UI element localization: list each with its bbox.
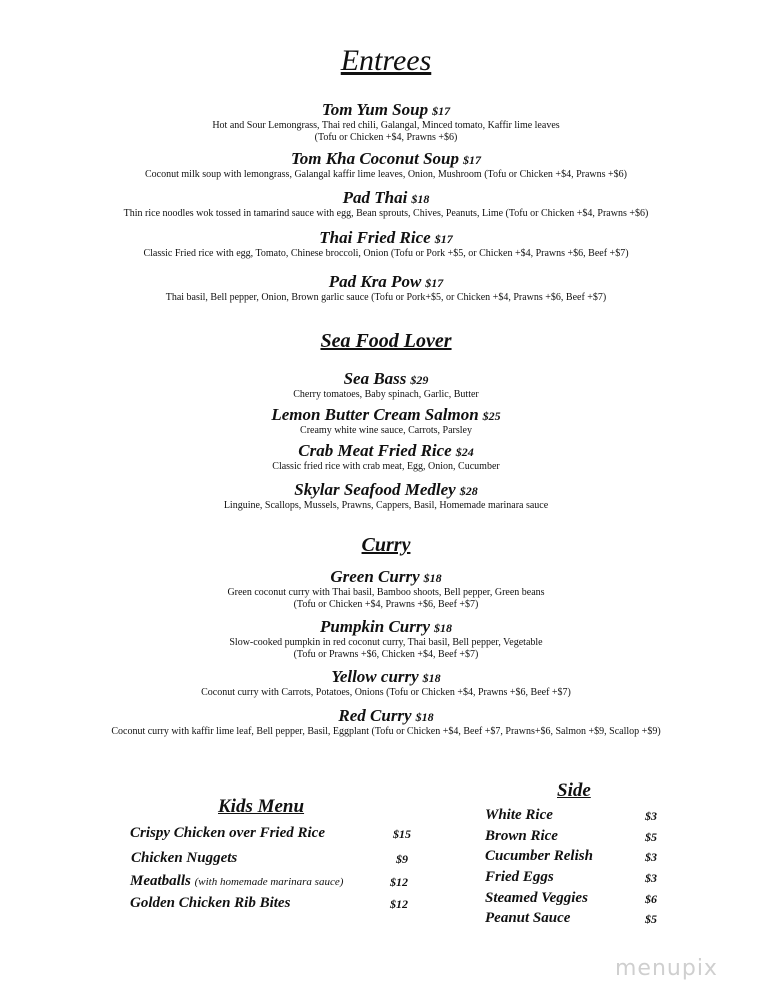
item-addons: (Tofu or Prawns +$6, Chicken +$4, Beef +$7) <box>293 649 479 660</box>
item-price: $18 <box>415 710 434 724</box>
item-name: Pumpkin Curry <box>319 617 431 636</box>
menu-item <box>0 188 772 220</box>
item-description: Classic Fried rice with egg, Tomato, Chinese broccoli, Onion (Tofu or Pork +$5, or Chicken +$4, Prawns +$6, Beef +$7) <box>143 248 629 259</box>
kids-item-price: $9 <box>396 852 408 866</box>
side-item-price: $3 <box>645 871 657 885</box>
menu-item <box>0 706 772 738</box>
item-description: Linguine, Scallops, Mussels, Prawns, Cappers, Basil, Homemade marinara sauce <box>223 500 549 511</box>
side-item-price: $5 <box>645 912 657 926</box>
menu-item <box>0 405 772 437</box>
side-item-name: Peanut Sauce <box>485 910 571 926</box>
menu-item <box>0 617 772 661</box>
item-price: $18 <box>423 571 442 585</box>
item-price: $17 <box>434 232 453 246</box>
item-price: $17 <box>463 153 482 167</box>
item-description: Creamy white wine sauce, Carrots, Parsley <box>300 425 472 436</box>
watermark-logo: menupix <box>615 956 718 981</box>
kids-item <box>130 873 343 890</box>
item-name: Skylar Seafood Medley <box>294 480 456 499</box>
menu-item <box>0 667 772 699</box>
side-item-price: $5 <box>645 830 657 844</box>
menu-item <box>0 369 772 401</box>
menu-item <box>0 149 772 181</box>
item-addons: (Tofu or Chicken +$4, Prawns +$6) <box>314 132 458 143</box>
item-name: Tom Kha Coconut Soup <box>290 149 460 168</box>
kids-menu-title: Kids Menu <box>218 796 305 817</box>
kids-item-price: $12 <box>390 897 408 911</box>
item-price: $18 <box>411 192 430 206</box>
item-name: Thai Fried Rice <box>319 228 431 247</box>
item-name: Green Curry <box>330 567 420 586</box>
item-description: Coconut milk soup with lemongrass, Galangal kaffir lime leaves, Onion, Mushroom (Tofu or Chicken +$4, Prawns +$6) <box>145 169 627 180</box>
kids-item-price: $12 <box>390 875 408 889</box>
item-description: Coconut curry with kaffir lime leaf, Bell pepper, Basil, Eggplant (Tofu or Chicken +$4, Beef +$7, Prawns+$6, Salmon +$9, Scallop +$9) <box>111 726 661 737</box>
item-description: Thin rice noodles wok tossed in tamarind sauce with egg, Bean sprouts, Chives, Peanuts, Lime (Tofu or Chicken +$4, Prawns +$6) <box>123 208 649 219</box>
menu-item <box>0 567 772 611</box>
item-description: Cherry tomatoes, Baby spinach, Garlic, Butter <box>293 389 479 400</box>
kids-item-name: Crispy Chicken over Fried Rice <box>130 825 325 841</box>
kids-item-name: Golden Chicken Rib Bites <box>130 895 291 911</box>
side-item-name: White Rice <box>485 807 553 823</box>
item-price: $29 <box>410 373 429 387</box>
kids-item-name: Meatballs <box>130 873 191 889</box>
side-item-price: $3 <box>645 809 657 823</box>
item-name: Yellow curry <box>331 667 419 686</box>
item-price: $18 <box>434 621 453 635</box>
item-price: $17 <box>425 276 444 290</box>
side-item-price: $3 <box>645 850 657 864</box>
item-addons: (Tofu or Chicken +$4, Prawns +$6, Beef +$7) <box>293 599 479 610</box>
side-title: Side <box>557 780 591 801</box>
item-price: $28 <box>459 484 478 498</box>
seafood-title: Sea Food Lover <box>320 330 452 352</box>
item-description: Thai basil, Bell pepper, Onion, Brown garlic sauce (Tofu or Pork+$5, or Chicken +$4, Prawns +$6, Beef +$7) <box>165 292 607 303</box>
side-item-name: Steamed Veggies <box>485 890 588 906</box>
item-price: $24 <box>455 445 474 459</box>
curry-title: Curry <box>361 534 411 556</box>
menu-item <box>0 228 772 260</box>
kids-item-note: (with homemade marinara sauce) <box>194 876 344 888</box>
item-description: Hot and Sour Lemongrass, Thai red chili, Galangal, Minced tomato, Kaffir lime leaves <box>212 120 560 131</box>
menu-item <box>0 480 772 512</box>
side-item-name: Fried Eggs <box>485 869 554 885</box>
item-name: Pad Thai <box>342 188 408 207</box>
kids-item-price: $15 <box>393 827 411 841</box>
side-item-name: Brown Rice <box>485 828 558 844</box>
item-price: $25 <box>482 409 501 423</box>
item-description: Coconut curry with Carrots, Potatoes, Onions (Tofu or Chicken +$4, Prawns +$6, Beef +$7) <box>201 687 571 698</box>
menu-item <box>0 100 772 144</box>
entrees-title: Entrees <box>340 44 432 77</box>
item-name: Red Curry <box>338 706 412 725</box>
menu-item <box>0 441 772 473</box>
item-price: $17 <box>432 104 451 118</box>
item-description: Classic fried rice with crab meat, Egg, Onion, Cucumber <box>272 461 500 472</box>
item-name: Crab Meat Fried Rice <box>298 441 452 460</box>
item-description: Green coconut curry with Thai basil, Bamboo shoots, Bell pepper, Green beans <box>227 587 545 598</box>
side-item-price: $6 <box>645 892 657 906</box>
menu-item <box>0 272 772 304</box>
item-name: Tom Yum Soup <box>321 100 429 119</box>
item-description: Slow-cooked pumpkin in red coconut curry, Thai basil, Bell pepper, Vegetable <box>229 637 543 648</box>
side-item-name: Cucumber Relish <box>485 848 593 864</box>
item-price: $18 <box>422 671 441 685</box>
item-name: Pad Kra Pow <box>328 272 422 291</box>
item-name: Sea Bass <box>343 369 407 388</box>
item-name: Lemon Butter Cream Salmon <box>271 405 479 424</box>
kids-item-name: Chicken Nuggets <box>131 850 238 866</box>
